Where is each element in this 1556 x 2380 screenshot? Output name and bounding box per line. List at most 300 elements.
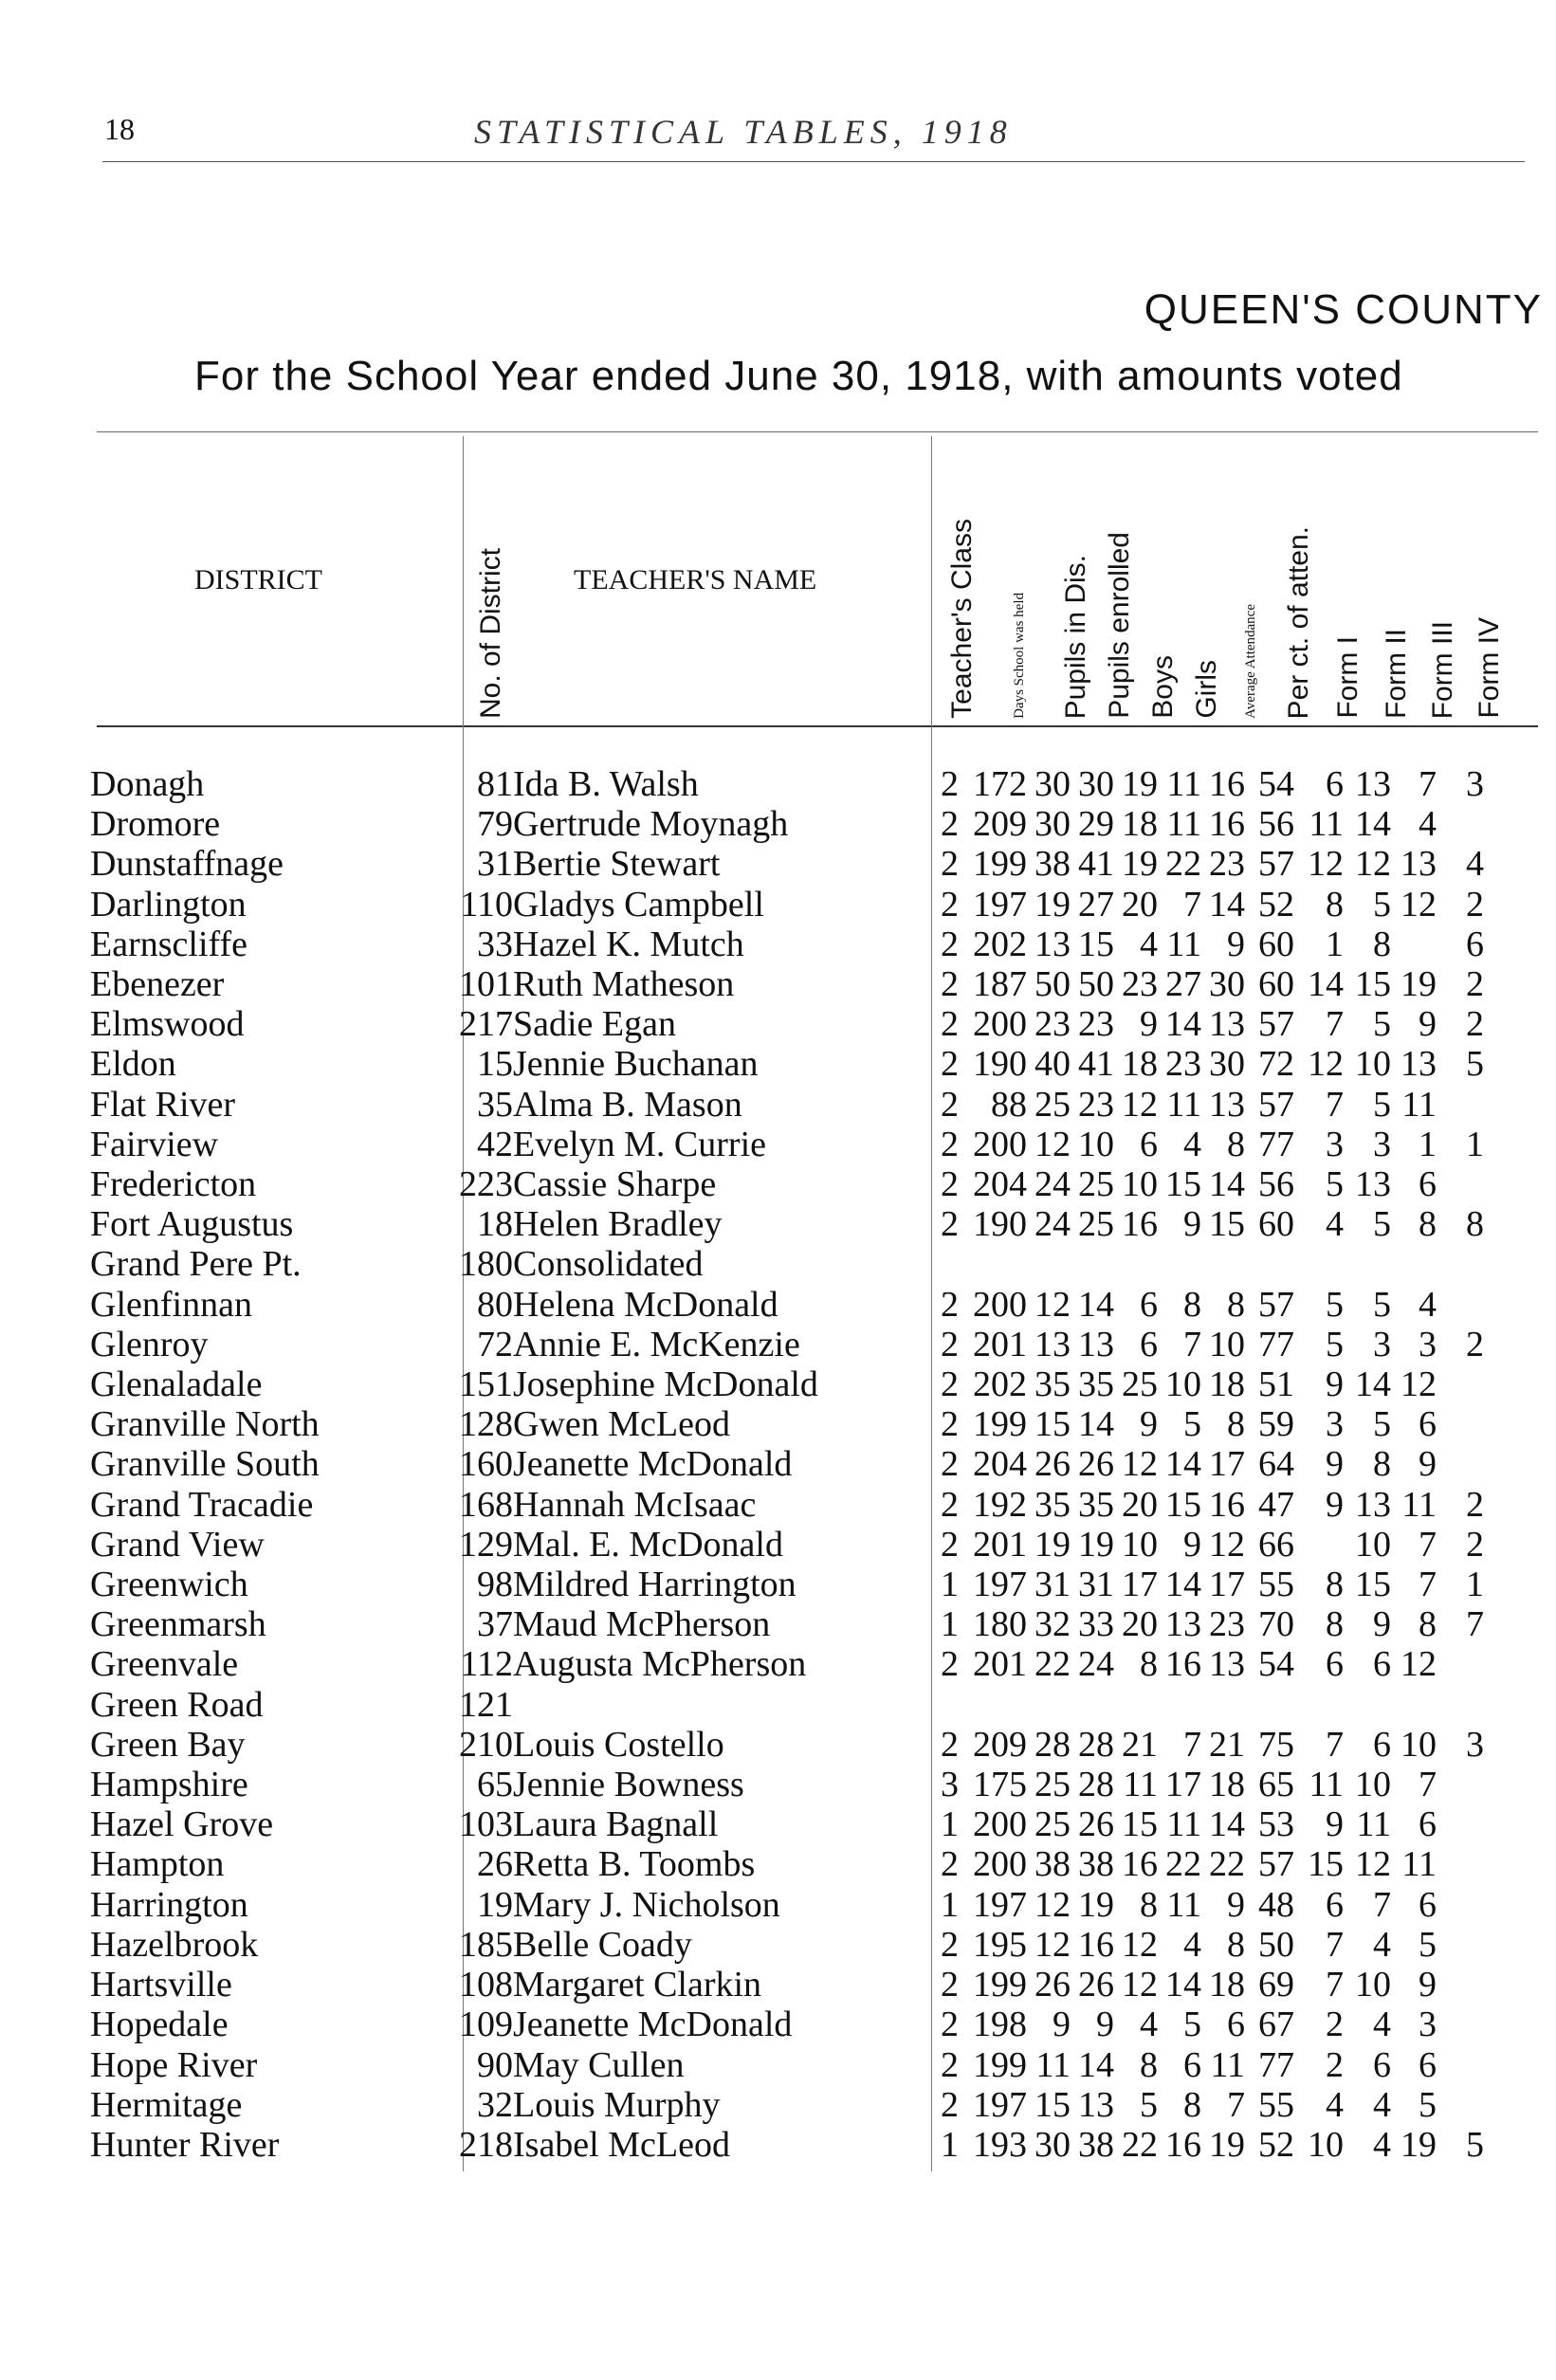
boys-cell [1114, 1685, 1158, 1725]
teacher-class-cell: 2 [941, 2084, 959, 2125]
percent-attendance-cell: 57 [1258, 1284, 1294, 1325]
girls-cell: 14 [1165, 1444, 1201, 1485]
table-row [90, 1965, 1484, 2005]
table-row [90, 1085, 1484, 1125]
form-3-cell: 4 [1419, 1284, 1437, 1325]
district-cell: Flat River [90, 1084, 236, 1125]
girls-cell: 14 [1165, 1004, 1201, 1045]
teacher-class-cell [911, 1685, 959, 1725]
form-3-cell: 4 [1419, 804, 1437, 845]
pupils-in-district-cell: 35 [1034, 1484, 1071, 1525]
boys-cell: 12 [1122, 1965, 1158, 2005]
pupils-enrolled-cell: 29 [1078, 804, 1114, 845]
teacher-class-cell: 3 [941, 1765, 959, 1805]
district-number-cell: 81 [477, 764, 513, 804]
district-cell: Dromore [90, 804, 221, 845]
average-attendance-cell: 17 [1209, 1444, 1245, 1485]
form-1-cell: 10 [1308, 2124, 1344, 2165]
average-attendance-cell [1201, 1685, 1245, 1725]
form-4-cell [1437, 804, 1484, 844]
teacher-name-cell: May Cullen [513, 2044, 685, 2085]
days-held-cell: 197 [973, 1884, 1027, 1925]
form-2-cell: 4 [1373, 2084, 1391, 2125]
district-number-cell: 218 [459, 2124, 513, 2165]
pupils-enrolled-cell: 28 [1078, 1765, 1114, 1805]
form-1-cell: 5 [1326, 1324, 1344, 1364]
form-4-cell: 5 [1466, 1044, 1484, 1085]
boys-cell: 4 [1140, 924, 1158, 964]
girls-cell: 23 [1165, 1044, 1201, 1085]
form-2-cell: 5 [1373, 1204, 1391, 1245]
boys-cell [1114, 1244, 1158, 1284]
form-2-cell: 3 [1373, 1324, 1391, 1364]
pupils-in-district-cell: 25 [1034, 1765, 1071, 1805]
average-attendance-cell [1201, 1244, 1245, 1284]
form-4-cell: 7 [1466, 1604, 1484, 1645]
pupils-enrolled-cell: 26 [1078, 1444, 1114, 1485]
pupils-in-district-cell: 26 [1034, 1965, 1071, 2005]
district-cell: Grand Pere Pt. [90, 1244, 302, 1285]
pupils-in-district-cell: 13 [1034, 1324, 1071, 1364]
table-row [90, 1565, 1484, 1604]
boys-cell: 8 [1140, 1644, 1158, 1685]
pupils-in-district-cell: 12 [1034, 1284, 1071, 1325]
average-attendance-cell: 30 [1209, 1044, 1245, 1085]
district-cell: Eldon [90, 1044, 176, 1085]
pupils-in-district-cell: 24 [1034, 1164, 1071, 1205]
column-header-form-3 [1420, 444, 1466, 719]
form-2-cell: 10 [1355, 1044, 1391, 1085]
form-4-cell: 2 [1466, 1484, 1484, 1525]
average-attendance-cell: 12 [1209, 1524, 1245, 1565]
boys-cell: 20 [1122, 1484, 1158, 1525]
pupils-in-district-cell: 9 [1053, 2005, 1071, 2045]
days-held-cell: 199 [973, 1965, 1027, 2005]
table-row [90, 2085, 1484, 2125]
form-2-cell: 14 [1355, 1364, 1391, 1405]
district-number-cell: 42 [477, 1124, 513, 1164]
boys-cell: 16 [1122, 1844, 1158, 1885]
pupils-in-district-cell: 11 [1035, 2044, 1071, 2085]
school-statistics-table [90, 764, 1484, 2165]
form-3-cell: 5 [1419, 2084, 1437, 2125]
days-held-cell: 204 [973, 1164, 1027, 1205]
pupils-in-district-cell: 50 [1034, 964, 1071, 1005]
days-held-cell: 175 [973, 1765, 1027, 1805]
pupils-enrolled-cell: 23 [1078, 1084, 1114, 1125]
teacher-class-cell: 2 [941, 764, 959, 804]
average-attendance-cell: 16 [1209, 764, 1245, 804]
pupils-enrolled-cell: 35 [1078, 1484, 1114, 1525]
district-number-cell: 32 [477, 2084, 513, 2125]
form-2-cell: 8 [1373, 1444, 1391, 1485]
pupils-in-district-cell: 30 [1034, 764, 1071, 804]
pupils-in-district-cell [1027, 1685, 1071, 1725]
form-1-cell: 2 [1326, 2044, 1344, 2085]
teacher-class-cell: 2 [941, 804, 959, 845]
percent-attendance-cell: 57 [1258, 1004, 1294, 1045]
days-held-cell: 201 [973, 1644, 1027, 1685]
form-1-cell: 9 [1326, 1484, 1344, 1525]
days-held-cell: 88 [991, 1084, 1027, 1125]
district-number-cell: 108 [459, 1965, 513, 2005]
table-row [90, 1925, 1484, 1965]
form-3-cell: 3 [1419, 2005, 1437, 2045]
teacher-name-cell: Jeanette McDonald [513, 2005, 793, 2045]
form-4-cell: 3 [1466, 764, 1484, 804]
district-number-cell: 185 [459, 1924, 513, 1965]
district-number-cell: 223 [459, 1164, 513, 1205]
teacher-class-cell: 2 [941, 1364, 959, 1405]
days-held-cell: 200 [973, 1844, 1027, 1885]
district-cell: Fairview [90, 1124, 219, 1164]
district-number-cell: 109 [459, 2005, 513, 2045]
form-4-cell [1437, 1765, 1484, 1804]
district-number-cell: 31 [477, 844, 513, 885]
district-cell: Glenfinnan [90, 1284, 252, 1325]
days-held-cell [959, 1685, 1027, 1725]
teacher-class-cell: 1 [941, 2124, 959, 2165]
form-4-cell [1437, 1804, 1484, 1844]
boys-cell: 18 [1122, 804, 1158, 845]
pupils-in-district-cell: 30 [1034, 2124, 1071, 2165]
column-header-label: Average Attendance [1242, 604, 1258, 719]
pupils-in-district-cell: 35 [1034, 1364, 1071, 1405]
district-number-cell: 18 [477, 1204, 513, 1245]
percent-attendance-cell: 72 [1258, 1044, 1294, 1085]
teacher-class-cell: 2 [941, 1924, 959, 1965]
pupils-enrolled-cell: 16 [1078, 1924, 1114, 1965]
form-3-cell: 3 [1419, 1324, 1437, 1364]
percent-attendance-cell: 48 [1258, 1884, 1294, 1925]
form-3-cell: 11 [1401, 1084, 1437, 1125]
boys-cell: 16 [1122, 1204, 1158, 1245]
form-2-cell: 5 [1373, 1004, 1391, 1045]
district-number-cell: 33 [477, 924, 513, 964]
form-4-cell [1437, 1925, 1484, 1965]
teacher-name-cell: Hazel K. Mutch [513, 924, 744, 964]
teacher-class-cell: 2 [941, 1204, 959, 1245]
teacher-name-cell: Josephine McDonald [513, 1364, 818, 1405]
table-row [90, 1765, 1484, 1804]
pupils-enrolled-cell: 23 [1078, 1004, 1114, 1045]
pupils-in-district-cell: 13 [1034, 924, 1071, 964]
form-3-cell: 13 [1400, 1044, 1437, 1085]
form-4-cell [1437, 1404, 1484, 1444]
days-held-cell: 197 [973, 1565, 1027, 1605]
average-attendance-cell: 9 [1227, 924, 1245, 964]
pupils-enrolled-cell: 27 [1078, 884, 1114, 925]
boys-cell: 25 [1122, 1364, 1158, 1405]
table-row [90, 1125, 1484, 1164]
boys-cell: 17 [1122, 1565, 1158, 1605]
district-number-cell: 217 [459, 1004, 513, 1045]
percent-attendance-cell: 53 [1258, 1804, 1294, 1845]
pupils-in-district-cell: 19 [1034, 884, 1071, 925]
table-row [90, 885, 1484, 925]
girls-cell: 16 [1165, 1644, 1201, 1685]
form-2-cell: 9 [1373, 1604, 1391, 1645]
form-2-cell: 10 [1355, 1965, 1391, 2005]
percent-attendance-cell: 52 [1258, 884, 1294, 925]
form-2-cell: 12 [1355, 1844, 1391, 1885]
average-attendance-cell: 18 [1209, 1965, 1245, 2005]
pupils-in-district-cell: 22 [1034, 1644, 1071, 1685]
teacher-class-cell: 2 [941, 1164, 959, 1205]
teacher-name-cell: Louis Murphy [513, 2084, 721, 2125]
teacher-class-cell: 2 [941, 964, 959, 1005]
percent-attendance-cell: 56 [1258, 804, 1294, 845]
district-number-cell: 79 [477, 804, 513, 845]
boys-cell: 19 [1122, 764, 1158, 804]
percent-attendance-cell: 70 [1258, 1604, 1294, 1645]
girls-cell: 5 [1183, 2005, 1201, 2045]
district-number-cell: 160 [459, 1444, 513, 1485]
girls-cell: 14 [1165, 1565, 1201, 1605]
table-body [90, 764, 1484, 2165]
district-cell: Ebenezer [90, 964, 225, 1005]
days-held-cell: 200 [973, 1004, 1027, 1045]
column-header-bottom-rule [97, 725, 1538, 727]
boys-cell: 4 [1140, 2005, 1158, 2045]
boys-cell: 10 [1122, 1524, 1158, 1565]
form-3-cell: 13 [1400, 844, 1437, 885]
average-attendance-cell: 13 [1209, 1644, 1245, 1685]
district-cell: Dunstaffnage [90, 844, 284, 885]
column-header-label: Days School was held [1011, 593, 1027, 719]
pupils-enrolled-cell [1071, 1685, 1114, 1725]
column-header-no-of-district [463, 444, 520, 719]
form-3-cell: 12 [1400, 1644, 1437, 1685]
percent-attendance-cell: 77 [1258, 2044, 1294, 2085]
percent-attendance-cell: 54 [1258, 1644, 1294, 1685]
table-row [90, 1885, 1484, 1925]
column-header-girls [1185, 444, 1229, 719]
girls-cell: 9 [1183, 1524, 1201, 1565]
column-header-district: DISTRICT [194, 564, 322, 595]
girls-cell: 8 [1183, 2084, 1201, 2125]
table-row [90, 1525, 1484, 1565]
pupils-in-district-cell: 23 [1034, 1004, 1071, 1045]
girls-cell: 7 [1183, 884, 1201, 925]
column-header-form-1 [1324, 444, 1373, 719]
district-cell: Glenaladale [90, 1364, 263, 1405]
district-number-cell: 168 [459, 1484, 513, 1525]
average-attendance-cell: 10 [1209, 1324, 1245, 1364]
column-header-label: Form I [1332, 636, 1364, 719]
table-row [90, 1404, 1484, 1444]
form-4-cell [1437, 2005, 1484, 2044]
pupils-enrolled-cell: 26 [1078, 1965, 1114, 2005]
pupils-enrolled-cell: 38 [1078, 1844, 1114, 1885]
teacher-name-cell: Jennie Bowness [513, 1765, 744, 1805]
form-1-cell: 7 [1326, 1965, 1344, 2005]
boys-cell: 5 [1140, 2084, 1158, 2125]
district-cell: Granville South [90, 1444, 320, 1485]
form-4-cell: 2 [1466, 1004, 1484, 1045]
form-1-cell: 14 [1308, 964, 1344, 1005]
form-1-cell: 5 [1326, 1164, 1344, 1205]
pupils-enrolled-cell: 50 [1078, 964, 1114, 1005]
pupils-enrolled-cell [1071, 1244, 1114, 1284]
form-4-cell [1437, 1885, 1484, 1925]
table-row [90, 964, 1484, 1004]
form-2-cell: 4 [1373, 2005, 1391, 2045]
average-attendance-cell: 18 [1209, 1364, 1245, 1405]
pupils-in-district-cell: 28 [1034, 1724, 1071, 1765]
percent-attendance-cell: 77 [1258, 1124, 1294, 1164]
boys-cell: 6 [1140, 1324, 1158, 1364]
girls-cell: 6 [1183, 2044, 1201, 2085]
column-header-label: Form III [1427, 620, 1458, 719]
pupils-enrolled-cell: 30 [1078, 764, 1114, 804]
teacher-name-cell: Consolidated [513, 1244, 704, 1285]
form-2-cell: 5 [1373, 1284, 1391, 1325]
pupils-in-district-cell: 15 [1034, 1404, 1071, 1445]
percent-attendance-cell: 65 [1258, 1765, 1294, 1805]
district-number-cell: 72 [477, 1324, 513, 1364]
percent-attendance-cell: 55 [1258, 1565, 1294, 1605]
average-attendance-cell: 14 [1209, 884, 1245, 925]
pupils-in-district-cell: 19 [1034, 1524, 1071, 1565]
form-1-cell: 12 [1308, 1044, 1344, 1085]
form-4-cell: 2 [1466, 1524, 1484, 1565]
form-2-cell: 3 [1373, 1124, 1391, 1164]
table-row [90, 844, 1484, 884]
form-1-cell: 9 [1326, 1804, 1344, 1845]
form-2-cell [1344, 1244, 1391, 1284]
district-number-cell: 110 [460, 884, 513, 925]
days-held-cell: 199 [973, 844, 1027, 885]
district-number-cell: 80 [477, 1284, 513, 1325]
girls-cell [1158, 1244, 1201, 1284]
running-title: STATISTICAL TABLES, 1918 [474, 113, 1013, 151]
boys-cell: 12 [1122, 1444, 1158, 1485]
girls-cell: 11 [1166, 804, 1201, 845]
form-3-cell: 11 [1401, 1484, 1437, 1525]
average-attendance-cell: 19 [1209, 2124, 1245, 2165]
district-cell: Grand View [90, 1524, 265, 1565]
average-attendance-cell: 16 [1209, 1484, 1245, 1525]
days-held-cell: 172 [973, 764, 1027, 804]
form-4-cell [1437, 1644, 1484, 1684]
district-number-cell: 37 [477, 1604, 513, 1645]
column-header-percent-attendance [1274, 444, 1324, 719]
boys-cell: 23 [1122, 964, 1158, 1005]
form-4-cell [1437, 1844, 1484, 1884]
teacher-class-cell: 2 [941, 1044, 959, 1085]
table-row [90, 1004, 1484, 1044]
teacher-class-cell: 2 [941, 1284, 959, 1325]
percent-attendance-cell: 77 [1258, 1324, 1294, 1364]
pupils-in-district-cell: 31 [1034, 1565, 1071, 1605]
district-cell: Hazel Grove [90, 1804, 274, 1845]
teacher-class-cell: 2 [941, 884, 959, 925]
average-attendance-cell: 7 [1227, 2084, 1245, 2125]
boys-cell: 10 [1122, 1164, 1158, 1205]
column-header-pupils-in-dis [1054, 444, 1098, 719]
average-attendance-cell: 9 [1227, 1884, 1245, 1925]
days-held-cell: 193 [973, 2124, 1027, 2165]
district-cell: Darlington [90, 884, 247, 925]
form-1-cell: 7 [1326, 1084, 1344, 1125]
pupils-in-district-cell: 40 [1034, 1044, 1071, 1085]
district-cell: Hope River [90, 2044, 258, 2085]
column-header-form-2 [1373, 444, 1420, 719]
average-attendance-cell: 13 [1209, 1004, 1245, 1045]
days-held-cell: 192 [973, 1484, 1027, 1525]
form-1-cell: 8 [1326, 1565, 1344, 1605]
days-held-cell: 190 [973, 1204, 1027, 1245]
column-header-label: Boys [1147, 655, 1179, 719]
form-4-cell: 8 [1466, 1204, 1484, 1245]
column-header-label: Pupils enrolled [1104, 532, 1135, 719]
percent-attendance-cell: 57 [1258, 844, 1294, 885]
percent-attendance-cell: 56 [1258, 1164, 1294, 1205]
teacher-class-cell: 2 [941, 844, 959, 885]
days-held-cell: 199 [973, 1404, 1027, 1445]
form-3-cell: 10 [1400, 1724, 1437, 1765]
district-cell: Grand Tracadie [90, 1484, 314, 1525]
form-1-cell: 15 [1308, 1844, 1344, 1885]
form-1-cell: 6 [1326, 1644, 1344, 1685]
pupils-enrolled-cell: 25 [1078, 1204, 1114, 1245]
column-header-average-attendance [1229, 444, 1272, 719]
form-1-cell: 4 [1326, 2084, 1344, 2125]
table-row [90, 1804, 1484, 1844]
pupils-in-district-cell: 15 [1034, 2084, 1071, 2125]
teacher-class-cell: 1 [941, 1804, 959, 1845]
percent-attendance-cell: 52 [1258, 2124, 1294, 2165]
pupils-in-district-cell: 25 [1034, 1804, 1071, 1845]
form-1-cell: 12 [1308, 844, 1344, 885]
boys-cell: 20 [1122, 1604, 1158, 1645]
teacher-name-cell: Gladys Campbell [513, 884, 764, 925]
percent-attendance-cell: 69 [1258, 1965, 1294, 2005]
form-4-cell [1437, 1285, 1484, 1325]
column-header-form-4 [1466, 444, 1513, 719]
form-2-cell: 4 [1373, 2124, 1391, 2165]
pupils-enrolled-cell: 25 [1078, 1164, 1114, 1205]
column-header-label: Form IV [1474, 617, 1505, 719]
table-row [90, 804, 1484, 844]
column-header-label: Teacher's Class [946, 519, 978, 719]
district-cell: Hazelbrook [90, 1924, 259, 1965]
boys-cell: 6 [1140, 1124, 1158, 1164]
pupils-enrolled-cell: 33 [1078, 1604, 1114, 1645]
form-1-cell: 7 [1326, 1924, 1344, 1965]
teacher-name-cell: Augusta McPherson [513, 1644, 807, 1685]
table-row [90, 1644, 1484, 1684]
average-attendance-cell: 8 [1227, 1124, 1245, 1164]
district-number-cell: 103 [459, 1804, 513, 1845]
teacher-name-cell: Sadie Egan [513, 1004, 677, 1045]
teacher-name-cell: Ida B. Walsh [513, 764, 699, 804]
form-2-cell: 11 [1356, 1804, 1391, 1845]
days-held-cell: 197 [973, 884, 1027, 925]
pupils-in-district-cell: 30 [1034, 804, 1071, 845]
pupils-enrolled-cell: 38 [1078, 2124, 1114, 2165]
form-1-cell: 4 [1326, 1204, 1344, 1245]
teacher-class-cell: 2 [941, 1644, 959, 1685]
form-2-cell: 5 [1373, 884, 1391, 925]
district-cell: Greenwich [90, 1565, 248, 1605]
boys-cell: 9 [1140, 1404, 1158, 1445]
girls-cell: 22 [1165, 844, 1201, 885]
teacher-name-cell: Annie E. McKenzie [513, 1324, 800, 1364]
pupils-enrolled-cell: 10 [1078, 1124, 1114, 1164]
pupils-in-district-cell: 12 [1034, 1924, 1071, 1965]
